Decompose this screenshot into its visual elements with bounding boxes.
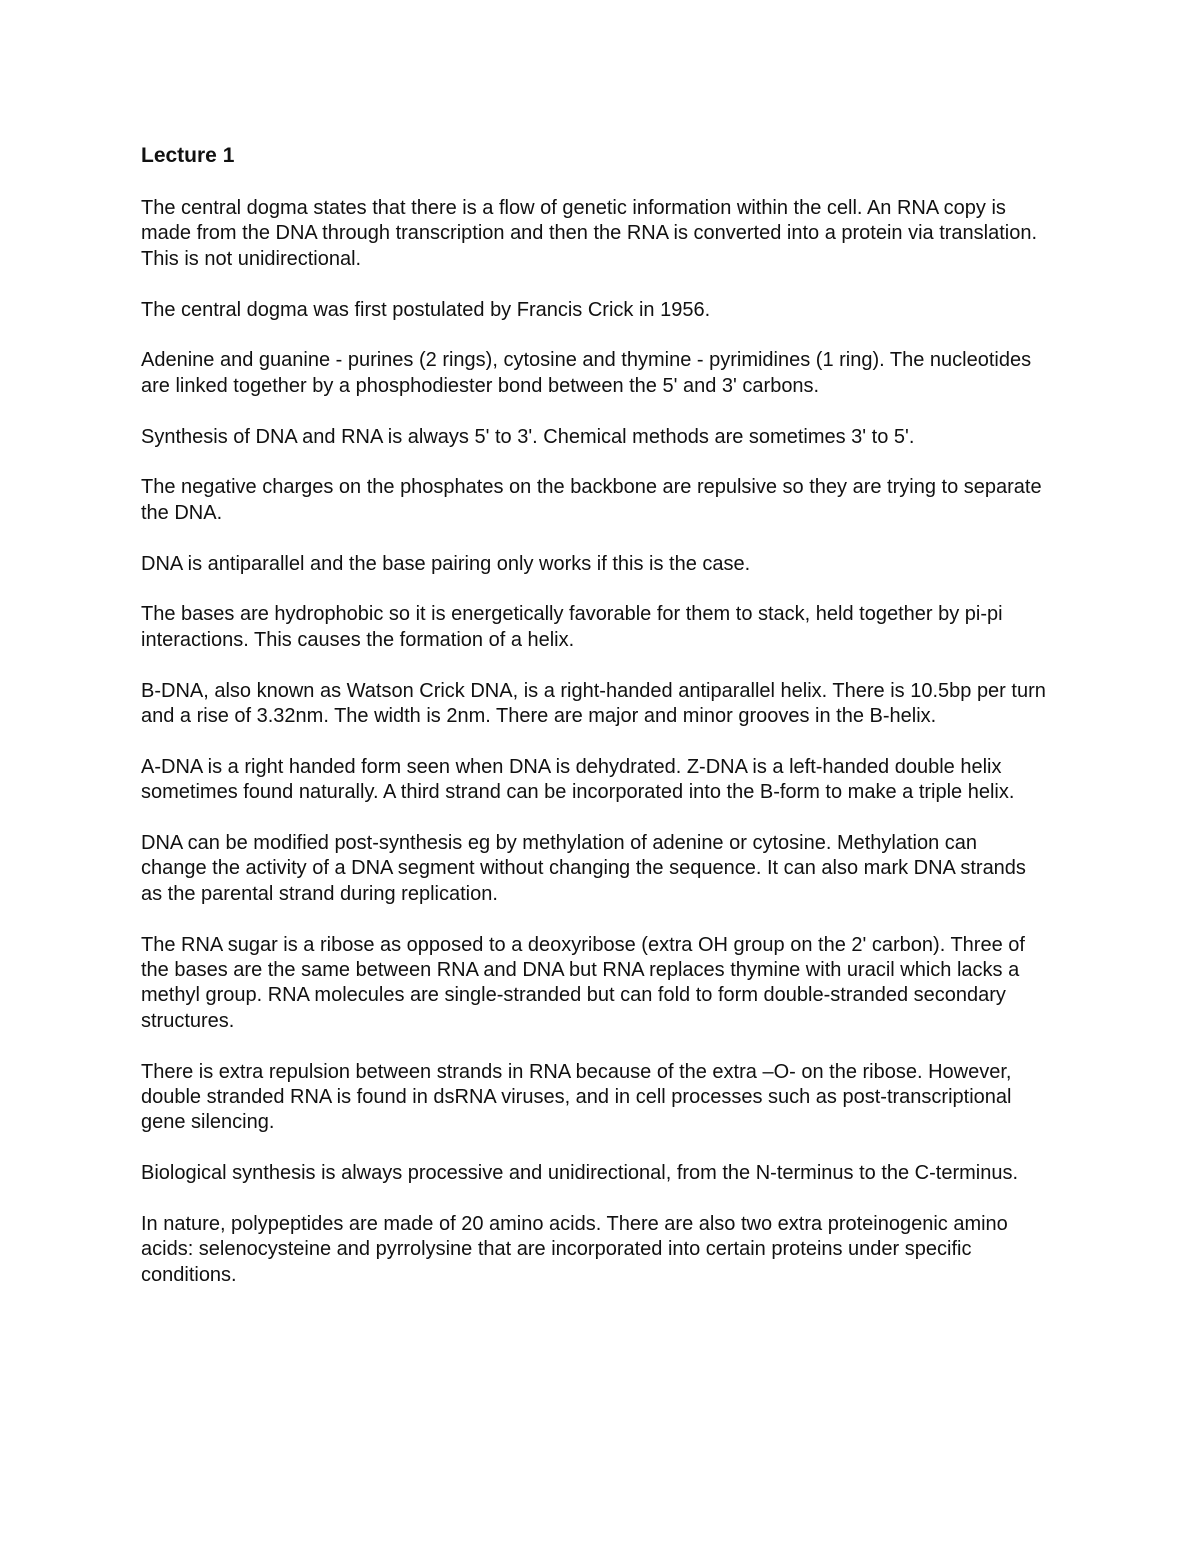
paragraph-rna-repulsion: There is extra repulsion between strands in RNA because of the extra –O- on the ribose. However, double stranded RNA is found in dsRNA viruses, and in cell processes such as post-transcriptional gene silencing.	[141, 1060, 1012, 1134]
document-title: Lecture 1	[141, 144, 235, 167]
paragraph-amino-acids: In nature, polypeptides are made of 20 amino acids. There are also two extra proteinogenic amino acids: selenocysteine and pyrrolysine that are incorporated into certain proteins under specific conditions.	[141, 1213, 1008, 1286]
paragraph-biological-synthesis: Biological synthesis is always processive and unidirectional, from the N-terminus to the C-terminus.	[141, 1162, 1019, 1185]
document-body	[141, 143, 1046, 1314]
paragraph-purines-pyrimidines: Adenine and guanine - purines (2 rings), cytosine and thymine - pyrimidines (1 ring). The nucleotides are linked together by a phosphodiester bond between the 5' and 3' carbons.	[141, 349, 1032, 397]
paragraph-rna-sugar: The RNA sugar is a ribose as opposed to a deoxyribose (extra OH group on the 2' carbon). Three of the bases are the same between RNA and DNA but RNA replaces thymine with uracil which lacks a methyl group. RNA molecules are single-stranded but can fold to form double-stranded secondary structures.	[141, 933, 1025, 1032]
paragraph-base-stacking: The bases are hydrophobic so it is energetically favorable for them to stack, held together by pi-pi interactions. This causes the formation of a helix.	[141, 603, 1003, 651]
paragraph-dna-modification: DNA can be modified post-synthesis eg by methylation of adenine or cytosine. Methylation can change the activity of a DNA segment without changing the sequence. It can also mark DNA strands as the parental strand during replication.	[141, 832, 1026, 905]
paragraph-central-dogma: The central dogma states that there is a flow of genetic information within the cell. An RNA copy is made from the DNA through transcription and then the RNA is converted into a protein via translation. This is not unidirectional.	[141, 197, 1038, 270]
paragraph-phosphate-charges: The negative charges on the phosphates on the backbone are repulsive so they are trying to separate the DNA.	[141, 476, 1042, 524]
paragraph-a-z-dna: A-DNA is a right handed form seen when DNA is dehydrated. Z-DNA is a left-handed double helix sometimes found naturally. A third strand can be incorporated into the B-form to make a triple helix.	[141, 755, 1015, 804]
paragraph-b-dna: B-DNA, also known as Watson Crick DNA, is a right-handed antiparallel helix. There is 10.5bp per turn and a rise of 3.32nm. The width is 2nm. There are major and minor grooves in the B-helix.	[141, 679, 1046, 728]
paragraph-synthesis-direction: Synthesis of DNA and RNA is always 5' to 3'. Chemical methods are sometimes 3' to 5'.	[141, 425, 915, 448]
paragraph-antiparallel: DNA is antiparallel and the base pairing only works if this is the case.	[141, 552, 751, 575]
paragraph-francis-crick: The central dogma was first postulated by Francis Crick in 1956.	[141, 298, 711, 321]
